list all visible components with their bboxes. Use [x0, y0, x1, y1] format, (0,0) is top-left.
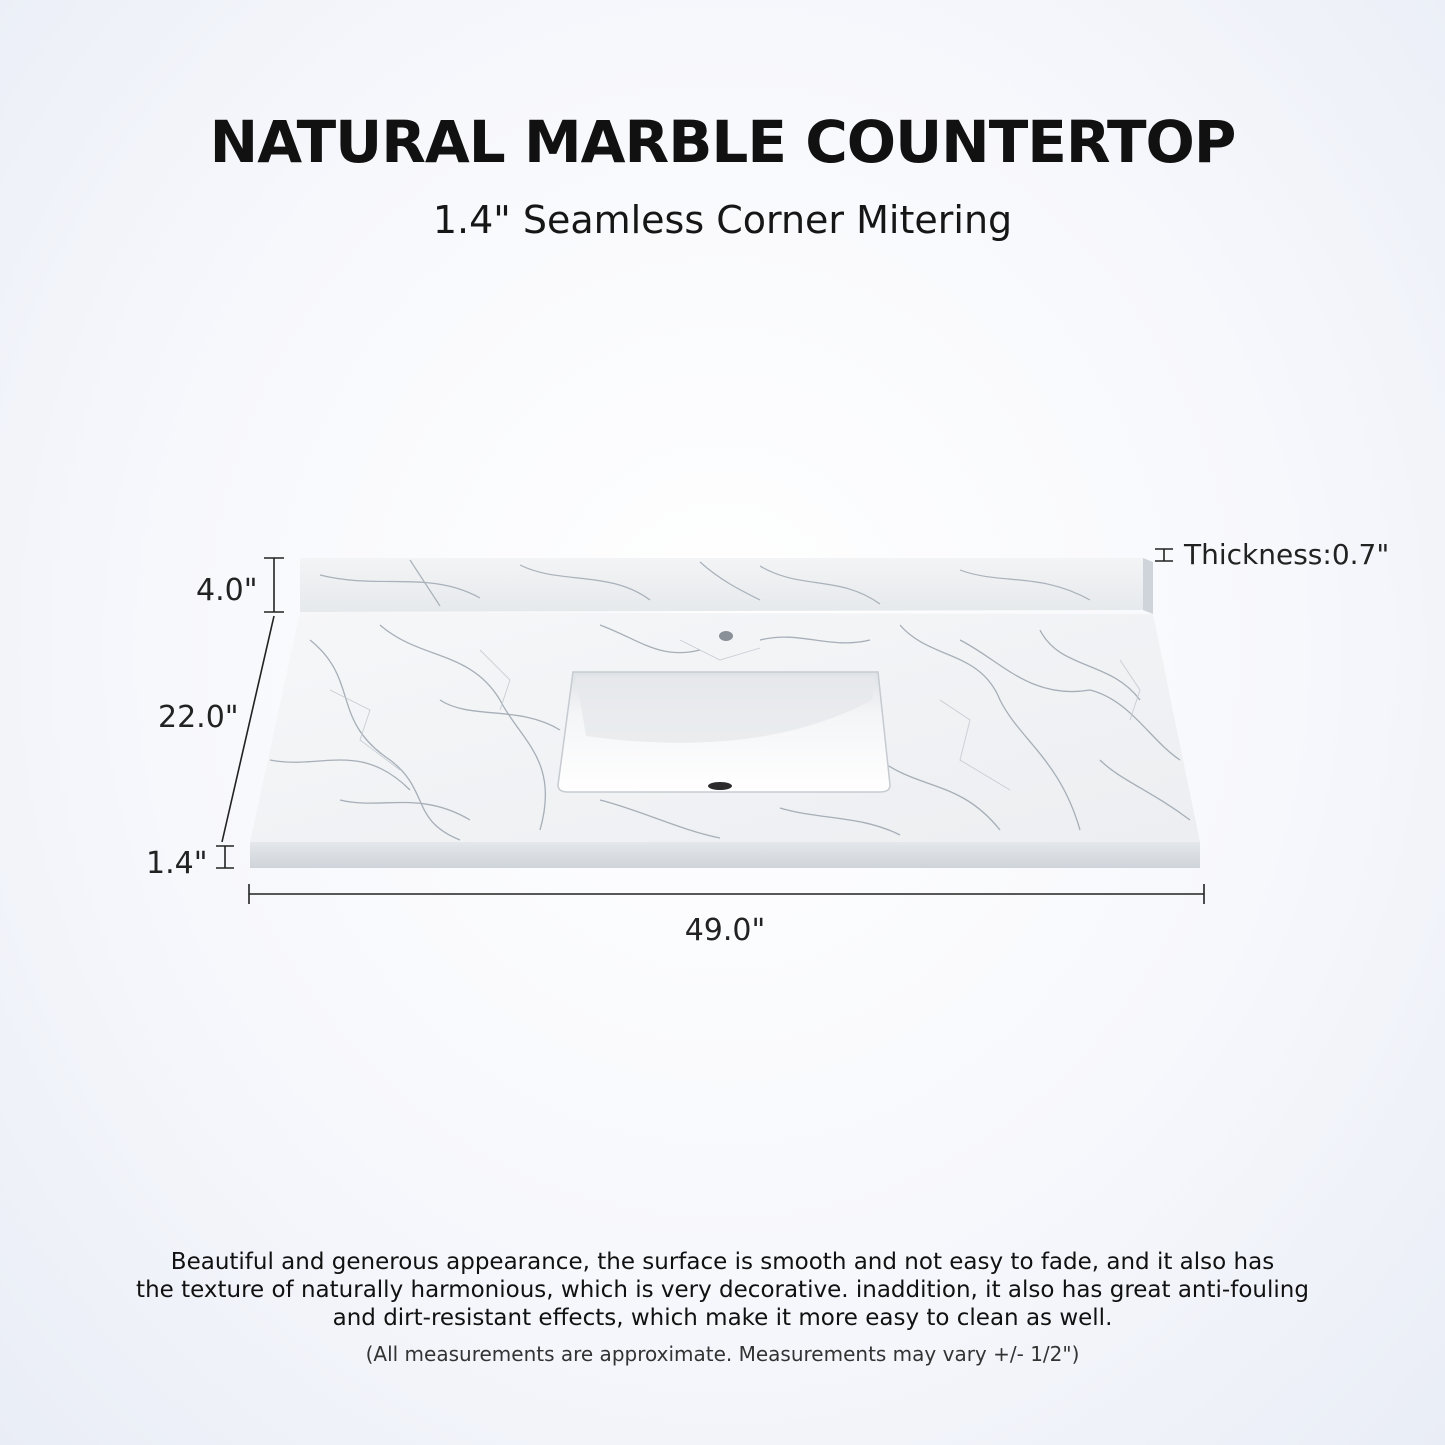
- edge-thickness-label: 1.4": [146, 846, 208, 881]
- page-title: NATURAL MARBLE COUNTERTOP: [209, 108, 1236, 176]
- product-description: [120, 1248, 1325, 1332]
- sink-basin: [558, 672, 890, 792]
- description-line: Beautiful and generous appearance, the surface is smooth and not easy to fade, and it also has: [170, 1249, 1275, 1275]
- depth-label: 22.0": [158, 700, 239, 735]
- page-subtitle: 1.4" Seamless Corner Mitering: [432, 198, 1013, 242]
- width-label: 49.0": [684, 913, 766, 948]
- faucet-hole: [719, 631, 733, 641]
- backsplash: [300, 558, 1153, 614]
- dimension-width: [249, 884, 1204, 904]
- drain-icon: [708, 782, 732, 790]
- backsplash-height-label: 4.0": [196, 573, 258, 608]
- thickness-marker-icon: [1155, 549, 1173, 561]
- dimension-backsplash: [264, 558, 284, 612]
- description-line: the texture of naturally harmonious, which is very decorative. inaddition, it also has great anti-fouling: [136, 1277, 1309, 1303]
- backsplash-thickness-label: Thickness:0.7": [1184, 538, 1390, 571]
- dimension-edge: [216, 846, 234, 868]
- description-line: and dirt-resistant effects, which make it more easy to clean as well.: [332, 1305, 1113, 1331]
- measurement-note: (All measurements are approximate. Measurements may vary +/- 1/2"): [365, 1342, 1080, 1366]
